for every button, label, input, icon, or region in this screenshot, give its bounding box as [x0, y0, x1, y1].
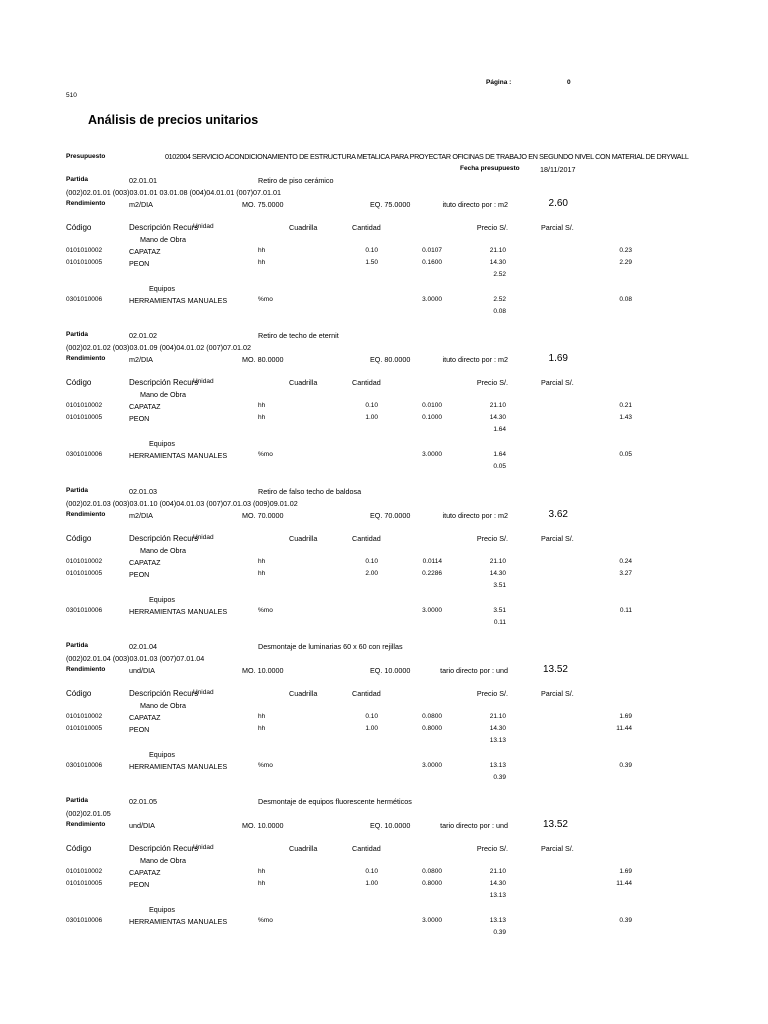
labor-cuadrilla: 0.10	[365, 247, 378, 254]
eq-value: EQ. 80.0000	[370, 355, 411, 364]
labor-code: 0101010005	[66, 880, 103, 887]
labor-subtotal: 13.13	[489, 892, 506, 899]
labor-precio: 14.30	[489, 414, 506, 421]
labor-unit: hh	[258, 402, 266, 409]
page-number: 0	[567, 79, 571, 86]
partida-description: Desmontaje de luminarias 60 x 60 con rejillas	[258, 642, 403, 651]
col-unidad: Unidad	[193, 534, 214, 541]
labor-code: 0101010005	[66, 259, 103, 266]
labor-desc: CAPATAZ	[129, 247, 161, 256]
labor-subtotal: 2.52	[493, 271, 506, 278]
labor-precio: 21.10	[489, 713, 506, 720]
col-cuadrilla: Cuadrilla	[289, 223, 318, 232]
labor-parcial: 11.44	[616, 725, 632, 732]
fecha-value: 18/11/2017	[540, 165, 576, 174]
partida-code: 02.01.04	[129, 642, 157, 651]
eq-value: EQ. 10.0000	[370, 666, 411, 675]
equip-code: 0301010006	[66, 917, 103, 924]
equip-code: 0301010006	[66, 451, 103, 458]
partida-description: Retiro de falso techo de baldosa	[258, 487, 362, 496]
analysis-section-2	[0, 310, 768, 470]
labor-unit: hh	[258, 725, 266, 732]
partida-code: 02.01.01	[129, 176, 157, 185]
labor-desc: CAPATAZ	[129, 402, 161, 411]
equip-precio: 1.64	[493, 451, 506, 458]
col-precio: Precio S/.	[476, 534, 508, 543]
col-descripcion: Descripción Recurs	[129, 844, 199, 853]
total-cost: 2.60	[548, 198, 568, 209]
equipos-label: Equipos	[149, 284, 175, 293]
equip-desc: HERRAMIENTAS MANUALES	[129, 607, 228, 616]
eq-value: EQ. 70.0000	[370, 511, 411, 520]
mo-value: MO. 75.0000	[242, 200, 284, 209]
fecha-label: Fecha presupuesto	[460, 165, 520, 172]
col-cantidad: Cantidad	[352, 689, 381, 698]
col-cantidad: Cantidad	[352, 844, 381, 853]
labor-parcial: 1.69	[619, 713, 632, 720]
col-unidad: Unidad	[193, 223, 214, 230]
col-precio: Precio S/.	[476, 378, 508, 387]
equip-desc: HERRAMIENTAS MANUALES	[129, 917, 228, 926]
partida-label: Partida	[66, 176, 89, 183]
rendimiento-unit: m2/DIA	[129, 200, 153, 209]
equip-cantidad: 3.0000	[422, 607, 442, 614]
equip-precio: 2.52	[493, 296, 506, 303]
col-unidad: Unidad	[193, 378, 214, 385]
labor-cantidad: 0.1600	[422, 259, 442, 266]
mo-value: MO. 70.0000	[242, 511, 284, 520]
labor-precio: 14.30	[489, 570, 506, 577]
equip-parcial: 0.05	[619, 451, 632, 458]
partida-path: (002)02.01.03 (003)03.01.10 (004)04.01.03 (007)07.01.03 (009)09.01.02	[66, 499, 298, 508]
col-unidad: Unidad	[193, 689, 214, 696]
partida-code: 02.01.03	[129, 487, 157, 496]
page-title: Análisis de precios unitarios	[88, 113, 259, 127]
rendimiento-unit: und/DIA	[129, 666, 155, 675]
labor-code: 0101010005	[66, 414, 103, 421]
col-descripcion: Descripción Recurs	[129, 534, 199, 543]
total-cost: 3.62	[548, 509, 568, 520]
presupuesto-text: 0102004 SERVICIO ACONDICIONAMIENTO DE ESTRUCTURA METALICA PARA PROYECTAR OFICINAS DE TRABAJO EN SEGUNDO NIVEL CON MATERIAL DE DRYWALL	[165, 152, 689, 161]
col-unidad: Unidad	[193, 844, 214, 851]
labor-subtotal: 3.51	[493, 582, 506, 589]
col-descripcion: Descripción Recurs	[129, 689, 199, 698]
rendimiento-unit: m2/DIA	[129, 511, 153, 520]
analysis-section-4	[0, 621, 768, 781]
labor-unit: hh	[258, 259, 266, 266]
labor-subtotal: 1.64	[493, 426, 506, 433]
col-codigo: Código	[66, 844, 92, 853]
mano-obra-label: Mano de Obra	[140, 235, 186, 244]
labor-cantidad: 0.8000	[422, 880, 442, 887]
labor-code: 0101010002	[66, 247, 103, 254]
col-codigo: Código	[66, 534, 92, 543]
labor-precio: 21.10	[489, 558, 506, 565]
equip-subtotal: 0.08	[493, 308, 506, 315]
labor-parcial: 1.69	[619, 868, 632, 875]
partida-description: Desmontaje de equipos fluorescente herméticos	[258, 797, 412, 806]
labor-unit: hh	[258, 880, 266, 887]
costo-label: ituto directo por : m2	[442, 200, 508, 209]
equip-desc: HERRAMIENTAS MANUALES	[129, 451, 228, 460]
equipos-label: Equipos	[149, 750, 175, 759]
partida-label: Partida	[66, 642, 89, 649]
analysis-section-3	[0, 463, 768, 626]
mano-obra-label: Mano de Obra	[140, 546, 186, 555]
equip-parcial: 0.39	[619, 917, 632, 924]
labor-parcial: 1.43	[619, 414, 632, 421]
labor-desc: PEON	[129, 259, 150, 268]
col-cantidad: Cantidad	[352, 378, 381, 387]
partida-path: (002)02.01.02 (003)03.01.09 (004)04.01.02 (007)07.01.02	[66, 343, 252, 352]
equip-unit: %mo	[258, 762, 273, 769]
labor-unit: hh	[258, 713, 266, 720]
equip-subtotal: 0.39	[493, 929, 506, 936]
col-parcial: Parcial S/.	[541, 223, 574, 232]
eq-value: EQ. 10.0000	[370, 821, 411, 830]
col-codigo: Código	[66, 378, 92, 387]
col-cuadrilla: Cuadrilla	[289, 844, 318, 853]
rendimiento-label: Rendimiento	[66, 666, 106, 673]
equip-unit: %mo	[258, 917, 273, 924]
labor-desc: PEON	[129, 570, 150, 579]
labor-code: 0101010002	[66, 558, 103, 565]
partida-label: Partida	[66, 487, 89, 494]
total-cost: 1.69	[548, 353, 568, 364]
labor-cantidad: 0.1000	[422, 414, 442, 421]
labor-desc: PEON	[129, 880, 150, 889]
col-codigo: Código	[66, 689, 92, 698]
mo-value: MO. 10.0000	[242, 666, 284, 675]
labor-code: 0101010002	[66, 868, 103, 875]
costo-label: tario directo por : und	[440, 666, 508, 675]
labor-unit: hh	[258, 570, 266, 577]
mano-obra-label: Mano de Obra	[140, 701, 186, 710]
col-parcial: Parcial S/.	[541, 689, 574, 698]
partida-path: (002)02.01.01 (003)03.01.01 03.01.08 (004)04.01.01 (007)07.01.01	[66, 188, 281, 197]
partida-code: 02.01.02	[129, 331, 157, 340]
col-descripcion: Descripción Recurs	[129, 223, 199, 232]
labor-precio: 21.10	[489, 868, 506, 875]
rendimiento-label: Rendimiento	[66, 511, 106, 518]
labor-precio: 21.10	[489, 402, 506, 409]
labor-cuadrilla: 1.00	[365, 880, 378, 887]
col-cuadrilla: Cuadrilla	[289, 534, 318, 543]
equip-desc: HERRAMIENTAS MANUALES	[129, 296, 228, 305]
page-label: Página :	[486, 79, 512, 86]
labor-code: 0101010005	[66, 725, 103, 732]
col-precio: Precio S/.	[476, 223, 508, 232]
equipos-label: Equipos	[149, 905, 175, 914]
labor-cuadrilla: 0.10	[365, 402, 378, 409]
labor-cantidad: 0.0107	[422, 247, 442, 254]
partida-code: 02.01.05	[129, 797, 157, 806]
labor-cuadrilla: 0.10	[365, 713, 378, 720]
partida-description: Retiro de piso cerámico	[258, 176, 334, 185]
labor-parcial: 3.27	[619, 570, 632, 577]
labor-subtotal: 13.13	[489, 737, 506, 744]
labor-parcial: 2.29	[619, 259, 632, 266]
col-cuadrilla: Cuadrilla	[289, 689, 318, 698]
analysis-section-5	[0, 776, 768, 936]
costo-label: ituto directo por : m2	[442, 355, 508, 364]
partida-path: (002)02.01.05	[66, 809, 111, 818]
labor-desc: CAPATAZ	[129, 558, 161, 567]
equip-parcial: 0.11	[619, 607, 632, 614]
col-cantidad: Cantidad	[352, 534, 381, 543]
labor-unit: hh	[258, 247, 266, 254]
labor-cuadrilla: 2.00	[365, 570, 378, 577]
labor-cantidad: 0.0800	[422, 713, 442, 720]
labor-cuadrilla: 1.00	[365, 414, 378, 421]
partida-description: Retiro de techo de eternit	[258, 331, 339, 340]
equipos-label: Equipos	[149, 439, 175, 448]
equip-unit: %mo	[258, 607, 273, 614]
rendimiento-label: Rendimiento	[66, 821, 106, 828]
equip-code: 0301010006	[66, 607, 103, 614]
equip-unit: %mo	[258, 296, 273, 303]
equip-precio: 13.13	[489, 917, 506, 924]
costo-label: tario directo por : und	[440, 821, 508, 830]
presupuesto-label: Presupuesto	[66, 153, 106, 160]
col-codigo: Código	[66, 223, 92, 232]
equipos-label: Equipos	[149, 595, 175, 604]
labor-parcial: 0.24	[619, 558, 632, 565]
equip-precio: 13.13	[489, 762, 506, 769]
labor-parcial: 0.21	[619, 402, 632, 409]
equip-subtotal: 0.39	[493, 774, 506, 781]
equip-precio: 3.51	[493, 607, 506, 614]
rendimiento-label: Rendimiento	[66, 200, 106, 207]
equip-parcial: 0.39	[619, 762, 632, 769]
labor-cuadrilla: 1.00	[365, 725, 378, 732]
labor-cantidad: 0.2286	[422, 570, 442, 577]
labor-code: 0101010002	[66, 402, 103, 409]
labor-cuadrilla: 1.50	[365, 259, 378, 266]
total-cost: 13.52	[542, 819, 568, 830]
rendimiento-label: Rendimiento	[66, 355, 106, 362]
rendimiento-unit: m2/DIA	[129, 355, 153, 364]
mano-obra-label: Mano de Obra	[140, 856, 186, 865]
col-cantidad: Cantidad	[352, 223, 381, 232]
analysis-section-1	[0, 152, 768, 315]
equip-desc: HERRAMIENTAS MANUALES	[129, 762, 228, 771]
equip-cantidad: 3.0000	[422, 451, 442, 458]
total-cost: 13.52	[542, 664, 568, 675]
mo-value: MO. 10.0000	[242, 821, 284, 830]
partida-label: Partida	[66, 797, 89, 804]
labor-precio: 14.30	[489, 259, 506, 266]
equip-cantidad: 3.0000	[422, 762, 442, 769]
costo-label: ituto directo por : m2	[442, 511, 508, 520]
col-descripcion: Descripción Recurs	[129, 378, 199, 387]
labor-unit: hh	[258, 868, 266, 875]
labor-unit: hh	[258, 414, 266, 421]
mano-obra-label: Mano de Obra	[140, 390, 186, 399]
partida-path: (002)02.01.04 (003)03.01.03 (007)07.01.04	[66, 654, 205, 663]
equip-parcial: 0.08	[619, 296, 632, 303]
labor-desc: CAPATAZ	[129, 713, 161, 722]
labor-cantidad: 0.0114	[422, 558, 442, 565]
eq-value: EQ. 75.0000	[370, 200, 411, 209]
labor-cantidad: 0.0800	[422, 868, 442, 875]
labor-code: 0101010005	[66, 570, 103, 577]
equip-code: 0301010006	[66, 762, 103, 769]
partida-label: Partida	[66, 331, 89, 338]
labor-cantidad: 0.0100	[422, 402, 442, 409]
col-cuadrilla: Cuadrilla	[289, 378, 318, 387]
document-code: 510	[66, 92, 77, 99]
equip-cantidad: 3.0000	[422, 917, 442, 924]
labor-parcial: 0.23	[619, 247, 632, 254]
equip-subtotal: 0.05	[493, 463, 506, 470]
labor-precio: 21.10	[489, 247, 506, 254]
equip-code: 0301010006	[66, 296, 103, 303]
mo-value: MO. 80.0000	[242, 355, 284, 364]
col-parcial: Parcial S/.	[541, 378, 574, 387]
labor-precio: 14.30	[489, 880, 506, 887]
equip-cantidad: 3.0000	[422, 296, 442, 303]
col-precio: Precio S/.	[476, 689, 508, 698]
equip-unit: %mo	[258, 451, 273, 458]
rendimiento-unit: und/DIA	[129, 821, 155, 830]
labor-cuadrilla: 0.10	[365, 868, 378, 875]
labor-cuadrilla: 0.10	[365, 558, 378, 565]
labor-desc: PEON	[129, 414, 150, 423]
col-parcial: Parcial S/.	[541, 534, 574, 543]
labor-cantidad: 0.8000	[422, 725, 442, 732]
col-parcial: Parcial S/.	[541, 844, 574, 853]
labor-precio: 14.30	[489, 725, 506, 732]
labor-desc: CAPATAZ	[129, 868, 161, 877]
col-precio: Precio S/.	[476, 844, 508, 853]
labor-code: 0101010002	[66, 713, 103, 720]
labor-parcial: 11.44	[616, 880, 632, 887]
labor-desc: PEON	[129, 725, 150, 734]
equip-subtotal: 0.11	[493, 619, 506, 626]
labor-unit: hh	[258, 558, 266, 565]
